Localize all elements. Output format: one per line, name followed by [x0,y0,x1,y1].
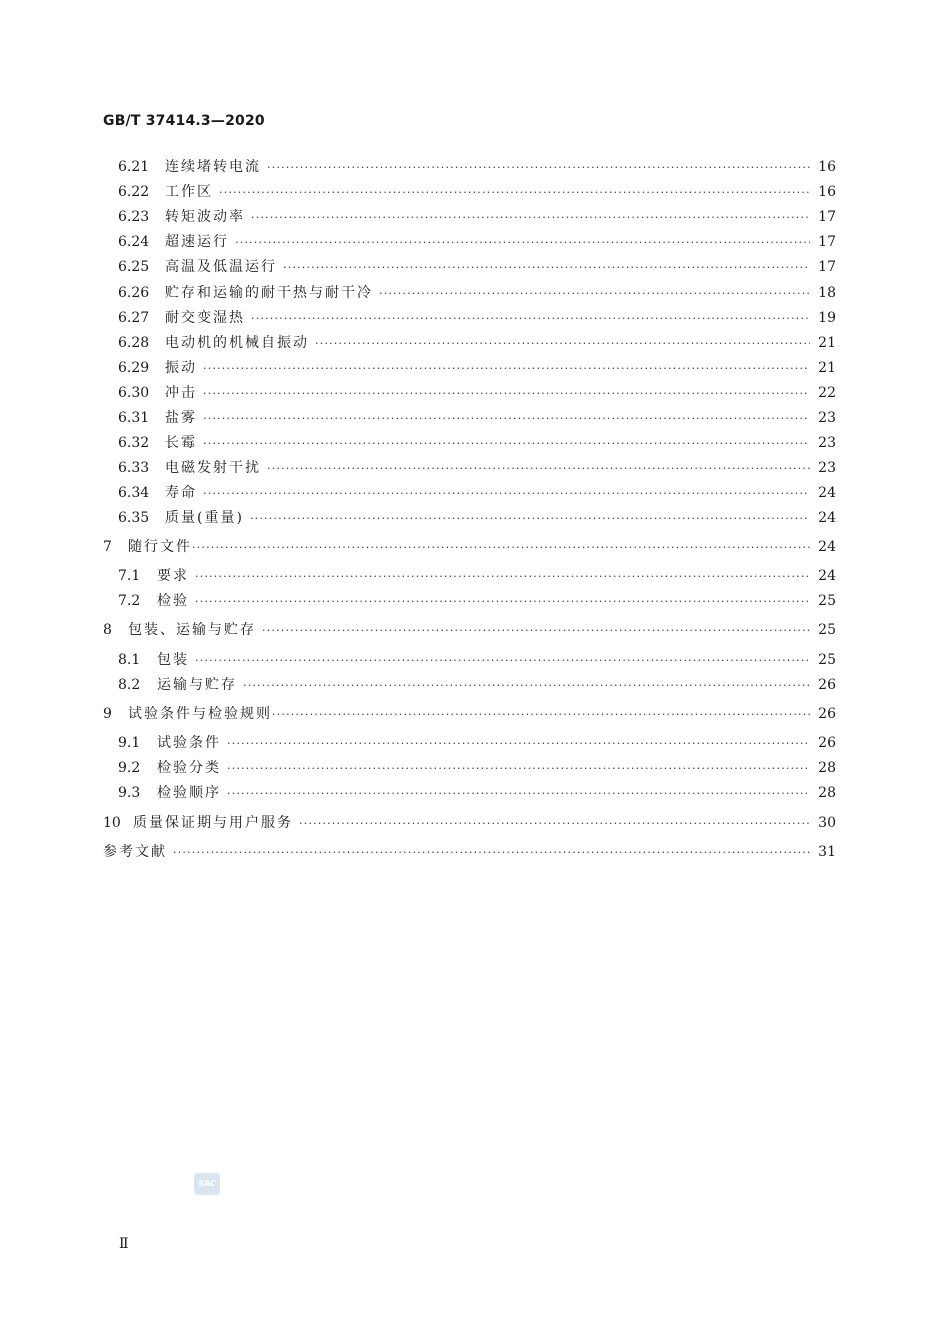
toc-entry-number: 6.35 [118,510,150,526]
toc-entry[interactable] [118,358,836,378]
toc-entry[interactable] [118,566,836,586]
toc-leader-dots [379,284,810,304]
toc-entry-page: 31 [818,844,836,860]
toc-entry-number: 9 [103,706,112,722]
toc-entry-number: 6.26 [118,285,150,301]
toc-leader-dots [315,334,810,354]
toc-entry-number: 7.1 [118,568,141,584]
toc-entry-number: 8.1 [118,652,141,668]
toc-chapter-entry[interactable] [103,620,836,640]
toc-entry[interactable] [118,675,836,695]
toc-leader-dots [251,309,810,329]
toc-entry-number: 6.30 [118,385,150,401]
toc-entry-title: 检验分类 [157,760,221,776]
toc-leader-dots [227,784,810,804]
toc-entry-number: 6.34 [118,485,150,501]
toc-entry-title: 质量保证期与用户服务 [133,815,293,831]
toc-leader-dots [203,359,810,379]
toc-leader-dots [283,258,810,278]
toc-entry-page: 24 [818,568,836,584]
toc-leader-dots [299,814,810,834]
toc-entry-title: 检验 [157,593,189,609]
toc-leader-dots [227,759,810,779]
toc-entry-page: 26 [818,735,836,751]
toc-entry-number: 6.31 [118,410,150,426]
toc-entry-title: 工作区 [165,184,213,200]
toc-entry-number: 6.21 [118,159,150,175]
toc-entry[interactable] [118,408,836,428]
sac-logo: SAC [194,1173,220,1195]
toc-entry-page: 26 [818,677,836,693]
toc-entry[interactable] [118,591,836,611]
toc-leader-dots [195,592,810,612]
toc-entry-title: 盐雾 [165,410,197,426]
toc-entry-title: 连续堵转电流 [165,159,261,175]
toc-entry-title: 包装 [157,652,189,668]
toc-entry-title: 参考文献 [103,844,167,860]
toc-entry[interactable] [118,433,836,453]
toc-entry-title: 电磁发射干扰 [165,460,261,476]
toc-entry-page: 24 [818,510,836,526]
toc-entry-number: 6.32 [118,435,150,451]
toc-entry-page: 17 [818,209,836,225]
toc-leader-dots [203,384,810,404]
toc-entry-number: 7.2 [118,593,141,609]
toc-entry[interactable] [118,458,836,478]
toc-entry[interactable] [118,650,836,670]
toc-entry-number: 8.2 [118,677,141,693]
toc-entry-number: 6.29 [118,360,150,376]
toc-entry-number: 6.33 [118,460,150,476]
toc-leader-dots [195,567,810,587]
toc-entry-number: 9.2 [118,760,141,776]
toc-entry-title: 冲击 [165,385,197,401]
toc-leader-dots [195,651,810,671]
toc-entry-title: 长霉 [165,435,197,451]
toc-entry-page: 21 [818,360,836,376]
toc-entry-number: 6.24 [118,234,150,250]
toc-entry-page: 28 [818,785,836,801]
toc-entry-page: 17 [818,234,836,250]
toc-entry-title: 运输与贮存 [157,677,237,693]
toc-entry-title: 试验条件与检验规则 [128,706,272,722]
toc-entry[interactable] [118,508,836,528]
toc-entry[interactable] [118,182,836,202]
toc-entry-number: 7 [103,539,112,555]
toc-entry-title: 转矩波动率 [165,209,245,225]
toc-entry[interactable] [118,157,836,177]
toc-entry-number: 8 [103,622,112,638]
toc-leader-dots [250,509,810,529]
toc-entry-number: 10 [103,815,121,831]
toc-entry[interactable] [118,283,836,303]
toc-entry[interactable] [118,758,836,778]
toc-entry[interactable] [118,483,836,503]
toc-chapter-entry[interactable] [103,813,836,833]
toc-entry-number: 6.27 [118,310,150,326]
toc-leader-dots [243,676,810,696]
toc-entry-number: 9.1 [118,735,141,751]
toc-entry-page: 26 [818,706,836,722]
toc-entry-page: 28 [818,760,836,776]
toc-entry[interactable] [118,333,836,353]
toc-leader-dots [203,409,810,429]
toc-entry-number: 6.28 [118,335,150,351]
toc-entry-page: 18 [818,285,836,301]
toc-entry-title: 高温及低温运行 [165,259,277,275]
toc-entry-number: 6.25 [118,259,150,275]
toc-entry-title: 耐交变湿热 [165,310,245,326]
toc-leader-dots [267,459,810,479]
toc-entry-title: 试验条件 [157,735,221,751]
toc-entry-page: 23 [818,435,836,451]
toc-leader-dots [203,434,810,454]
toc-entry[interactable] [118,308,836,328]
toc-entry-page: 24 [818,539,836,555]
toc-leader-dots [227,734,810,754]
toc-leader-dots [262,621,810,641]
toc-entry[interactable] [118,207,836,227]
toc-entry-page: 16 [818,184,836,200]
toc-entry-page: 19 [818,310,836,326]
toc-entry-title: 随行文件 [128,539,192,555]
toc-entry[interactable] [118,257,836,277]
toc-entry-page: 25 [818,593,836,609]
toc-entry-number: 6.22 [118,184,150,200]
toc-entry[interactable] [118,383,836,403]
toc-entry-title: 贮存和运输的耐干热与耐干冷 [165,285,373,301]
toc-entry[interactable] [118,783,836,803]
toc-entry-page: 25 [818,622,836,638]
standard-code-header: GB/T 37414.3—2020 [103,113,265,129]
toc-leader-dots [219,183,810,203]
toc-leader-dots [272,705,810,725]
toc-leader-dots [192,538,810,558]
toc-entry-title: 寿命 [165,485,197,501]
toc-leader-dots [251,208,810,228]
toc-entry-title: 质量(重量) [165,510,244,526]
toc-entry-number: 9.3 [118,785,141,801]
toc-entry-title: 检验顺序 [157,785,221,801]
toc-leader-dots [267,158,810,178]
toc-entry-title: 振动 [165,360,197,376]
toc-entry-page: 23 [818,410,836,426]
toc-entry-page: 16 [818,159,836,175]
toc-entry-page: 21 [818,335,836,351]
toc-chapter-entry[interactable] [103,842,836,862]
toc-entry-title: 电动机的机械自振动 [165,335,309,351]
toc-leader-dots [203,484,810,504]
toc-entry-number: 6.23 [118,209,150,225]
toc-entry-page: 24 [818,485,836,501]
toc-entry-page: 25 [818,652,836,668]
toc-entry[interactable] [118,733,836,753]
toc-entry-title: 要求 [157,568,189,584]
toc-chapter-entry[interactable] [103,537,836,557]
toc-leader-dots [235,233,810,253]
toc-entry-page: 23 [818,460,836,476]
toc-entry-page: 22 [818,385,836,401]
toc-entry[interactable] [118,232,836,252]
toc-leader-dots [173,843,810,863]
toc-entry-title: 包装、运输与贮存 [128,622,256,638]
toc-entry-page: 30 [818,815,836,831]
toc-chapter-entry[interactable] [103,704,836,724]
toc-entry-title: 超速运行 [165,234,229,250]
toc-entry-page: 17 [818,259,836,275]
page-number: Ⅱ [119,1236,129,1252]
